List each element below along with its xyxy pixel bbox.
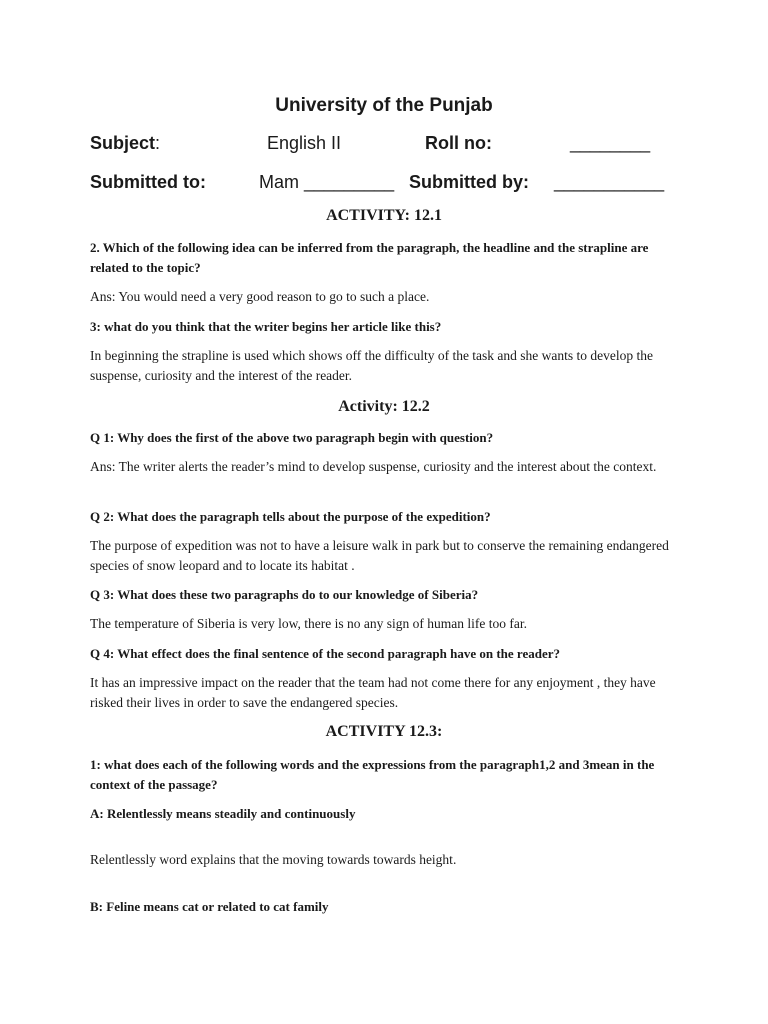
activity-12-2-heading: Activity: 12.2 [338, 398, 430, 415]
question-12-1-2: 2. Which of the following idea can be inferred from the paragraph, the headline and the strapline are related to the topic? [90, 240, 649, 275]
subject-colon: : [155, 133, 161, 153]
answer-12-2-4: It has an impressive impact on the reader that the team had not come there for any enjoyment , they have risked their lives in order to save the endangered species. [90, 675, 656, 710]
question-12-2-2: Q 2: What does the paragraph tells about the purpose of the expedition? [90, 509, 491, 524]
answer-12-2-3: The temperature of Siberia is very low, there is no any sign of human life too far. [90, 616, 527, 631]
submitted-to-label: Submitted to: [90, 172, 206, 192]
activity-12-1-heading: ACTIVITY: 12.1 [326, 207, 442, 224]
question-12-3-a: A: Relentlessly means steadily and continuously [90, 806, 356, 821]
answer-12-1-3: In beginning the strapline is used which shows off the difficulty of the task and she wants to develop the suspense, curiosity and the interest of the reader. [90, 348, 654, 383]
submitted-to-value: Mam _________ [259, 172, 395, 192]
page-title: University of the Punjab [275, 95, 493, 116]
answer-12-2-1: Ans: The writer alerts the reader’s mind to develop suspense, curiosity and the interest about the context. [90, 459, 657, 474]
roll-no-value: ________ [570, 133, 651, 153]
roll-no-label: Roll no: [425, 133, 492, 153]
subject-value: English II [267, 133, 342, 153]
subject-label: Subject [90, 133, 156, 153]
answer-12-3-a: Relentlessly word explains that the moving towards towards height. [90, 852, 457, 867]
question-12-3-b: B: Feline means cat or related to cat family [90, 899, 329, 914]
subject-field [90, 133, 160, 154]
submission-row [0, 172, 768, 198]
question-12-3-1: 1: what does each of the following words and the expressions from the paragraph1,2 and 3mean in the context of the passage? [90, 757, 655, 792]
activity-12-3-heading: ACTIVITY 12.3: [325, 723, 443, 740]
submitted-by-value: ___________ [554, 172, 665, 192]
subject-row [0, 133, 768, 159]
submitted-by-label: Submitted by: [409, 172, 529, 192]
question-12-1-3: 3: what do you think that the writer begins her article like this? [90, 319, 442, 334]
question-12-2-3: Q 3: What does these two paragraphs do to our knowledge of Siberia? [90, 587, 479, 602]
answer-12-2-2: The purpose of expedition was not to have a leisure walk in park but to conserve the remaining endangered species of snow leopard and to locate its habitat . [90, 538, 669, 573]
question-12-2-1: Q 1: Why does the first of the above two paragraph begin with question? [90, 430, 494, 445]
question-12-2-4: Q 4: What effect does the final sentence of the second paragraph have on the reader? [90, 646, 560, 661]
answer-12-1-2: Ans: You would need a very good reason to go to such a place. [90, 289, 430, 304]
